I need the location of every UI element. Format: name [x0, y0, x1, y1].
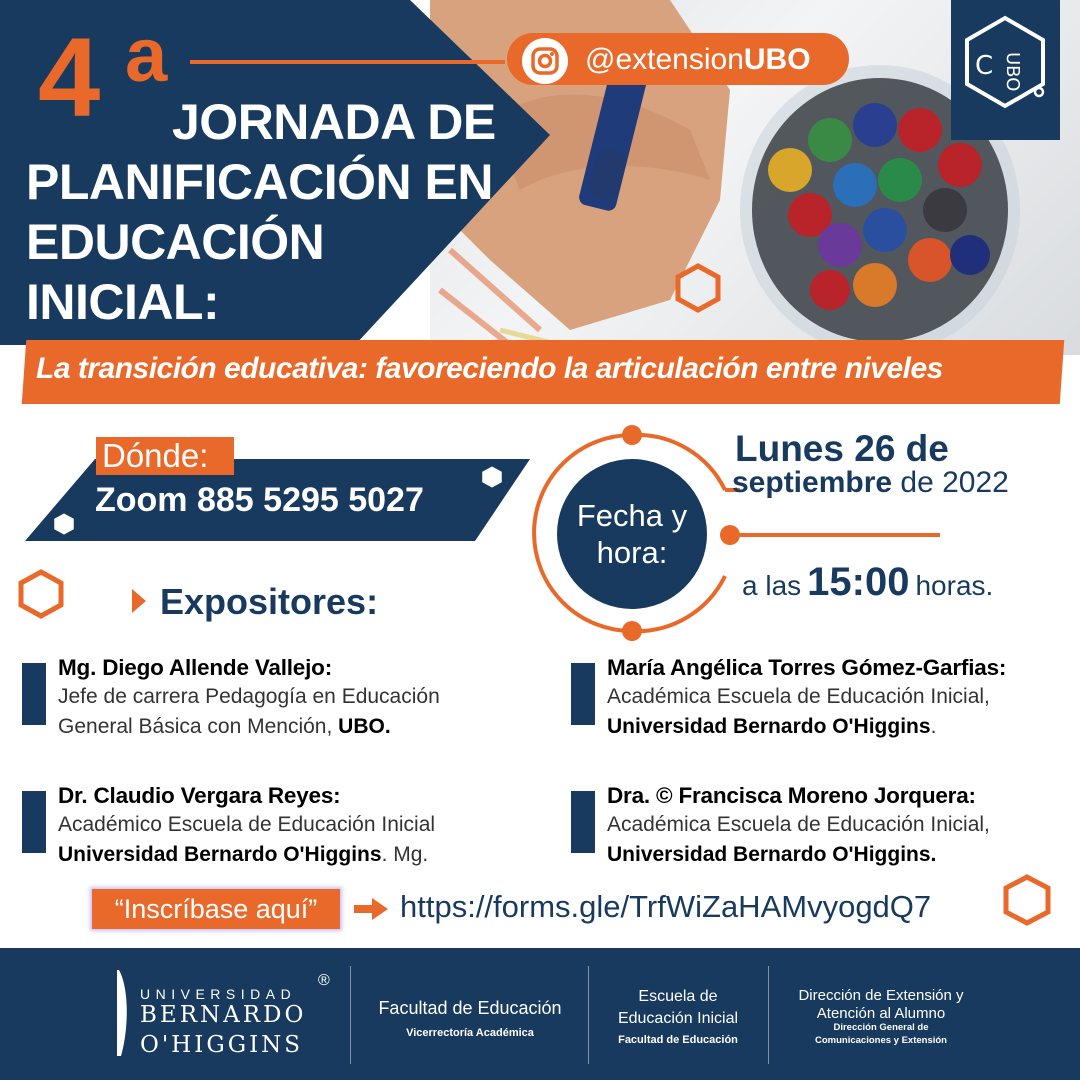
- speaker-role: Académica Escuela de Educación Inicial,: [607, 813, 990, 836]
- ubo-hexagon-logo: [951, 0, 1060, 140]
- instagram-handle-bold: UBO: [743, 43, 811, 76]
- footer-faculty-title: Facultad de Educación: [378, 998, 562, 1018]
- instagram-icon: [522, 38, 568, 84]
- ordinal-underline: [190, 60, 505, 64]
- decor-hexagon-icon: [478, 463, 506, 491]
- decor-hexagon-icon: [1000, 873, 1054, 927]
- footer-school-line-2: Educación Inicial: [617, 1010, 739, 1027]
- footer-direction-line-2: Atención al Alumno: [816, 1005, 946, 1022]
- speaker-role: Jefe de carrera Pedagogía en Educación: [58, 685, 440, 708]
- speaker-role: Académico Escuela de Educación Inicial: [58, 813, 436, 836]
- speaker-marker: [571, 791, 595, 853]
- title-line-3: EDUCACIÓN: [26, 214, 325, 270]
- speaker-affiliation: [58, 715, 391, 739]
- speaker-marker: [22, 663, 46, 725]
- speaker-affiliation-bold: Universidad Bernardo O'Higgins: [58, 843, 382, 866]
- speaker-affiliation-text: General Básica con Mención,: [58, 715, 339, 738]
- footer-divider: [588, 966, 589, 1064]
- speaker-affiliation-bold: Universidad Bernardo O'Higgins.: [607, 843, 937, 866]
- event-date-month: septiembre: [732, 466, 893, 499]
- speaker-affiliation: [607, 843, 936, 867]
- registered-mark: ®: [318, 972, 330, 989]
- ubo-logo-box: [951, 0, 1060, 140]
- play-arrow-icon: [130, 587, 148, 615]
- footer-divider: [768, 966, 769, 1064]
- speaker-name: Dra. © Francisca Moreno Jorquera:: [607, 783, 976, 808]
- event-date-month-year: [732, 466, 1009, 500]
- speaker-role: Académica Escuela de Educación Inicial,: [607, 685, 990, 708]
- speakers-title: Expositores:: [160, 581, 379, 622]
- where-label: Dónde:: [96, 437, 234, 475]
- footer-direction-sub-2: Comunicaciones y Extensión: [815, 1035, 947, 1046]
- speaker-name: Mg. Diego Allende Vallejo:: [58, 655, 333, 680]
- speaker-affiliation: [58, 843, 428, 867]
- instagram-handle-prefix: @extension: [585, 43, 744, 76]
- footer-university-line-1: UNIVERSIDAD: [140, 986, 297, 1002]
- speaker-name: Dr. Claudio Vergara Reyes:: [58, 783, 341, 808]
- footer-divider: [350, 966, 351, 1064]
- speaker-marker: [22, 791, 46, 853]
- date-time-label-line-1: Fecha y: [576, 498, 688, 533]
- speaker-affiliation-bold: Universidad Bernardo O'Higgins: [607, 715, 931, 738]
- event-time-suffix: horas.: [915, 570, 994, 601]
- logo-letter-c: C: [975, 51, 994, 81]
- speaker-marker: [571, 663, 595, 725]
- date-time-label-line-2: hora:: [596, 535, 668, 570]
- footer-university-line-3: O'HIGGINS: [140, 1032, 304, 1058]
- title-line-4: INICIAL:: [26, 274, 220, 330]
- event-time-prefix: a las: [742, 570, 802, 601]
- signup-label[interactable]: “Inscríbase aquí”: [92, 889, 340, 929]
- event-date-year: de 2022: [892, 466, 1009, 499]
- footer-direction-sub-1: Dirección General de: [833, 1022, 929, 1033]
- ordinal-suffix: a: [125, 13, 168, 98]
- decor-hexagon-icon: [50, 510, 78, 538]
- title-line-1: JORNADA DE: [172, 94, 496, 150]
- speaker-affiliation-tail: .: [930, 715, 937, 738]
- decor-hexagon-icon: [672, 262, 724, 314]
- decor-hexagon-icon: [15, 568, 67, 620]
- instagram-handle: [585, 43, 811, 77]
- title-line-2: PLANIFICACIÓN EN: [26, 154, 493, 210]
- event-time-value: 15:00: [807, 560, 910, 604]
- footer-school-sub: Facultad de Educación: [618, 1034, 738, 1046]
- speaker-affiliation: [607, 715, 936, 739]
- speaker-affiliation-tail: . Mg.: [381, 843, 429, 866]
- event-subtitle: La transición educativa: favoreciendo la articulación entre niveles: [36, 352, 943, 385]
- ubo-flame-icon: [115, 968, 133, 1058]
- footer-university-line-2: BERNARDO: [140, 1002, 307, 1028]
- date-time-label: [557, 497, 707, 571]
- event-date-day: Lunes 26 de: [735, 428, 949, 469]
- speaker-affiliation-bold: UBO.: [338, 715, 391, 738]
- speaker-name: María Angélica Torres Gómez-Garfias:: [607, 655, 1007, 680]
- ordinal-number: 4: [38, 15, 99, 140]
- footer-direction-line-1: Dirección de Extensión y: [798, 987, 964, 1004]
- logo-letters-ubo: UBO: [1002, 52, 1023, 92]
- arrow-right-icon: [352, 896, 390, 922]
- event-time: [742, 560, 993, 605]
- signup-link[interactable]: https://forms.gle/TrfWiZaHAMvyogdQ7: [400, 889, 932, 924]
- zoom-id[interactable]: Zoom 885 5295 5027: [95, 481, 424, 519]
- footer-faculty-sub: Vicerrectoría Académica: [406, 1027, 534, 1039]
- footer-school-line-1: Escuela de: [638, 988, 718, 1005]
